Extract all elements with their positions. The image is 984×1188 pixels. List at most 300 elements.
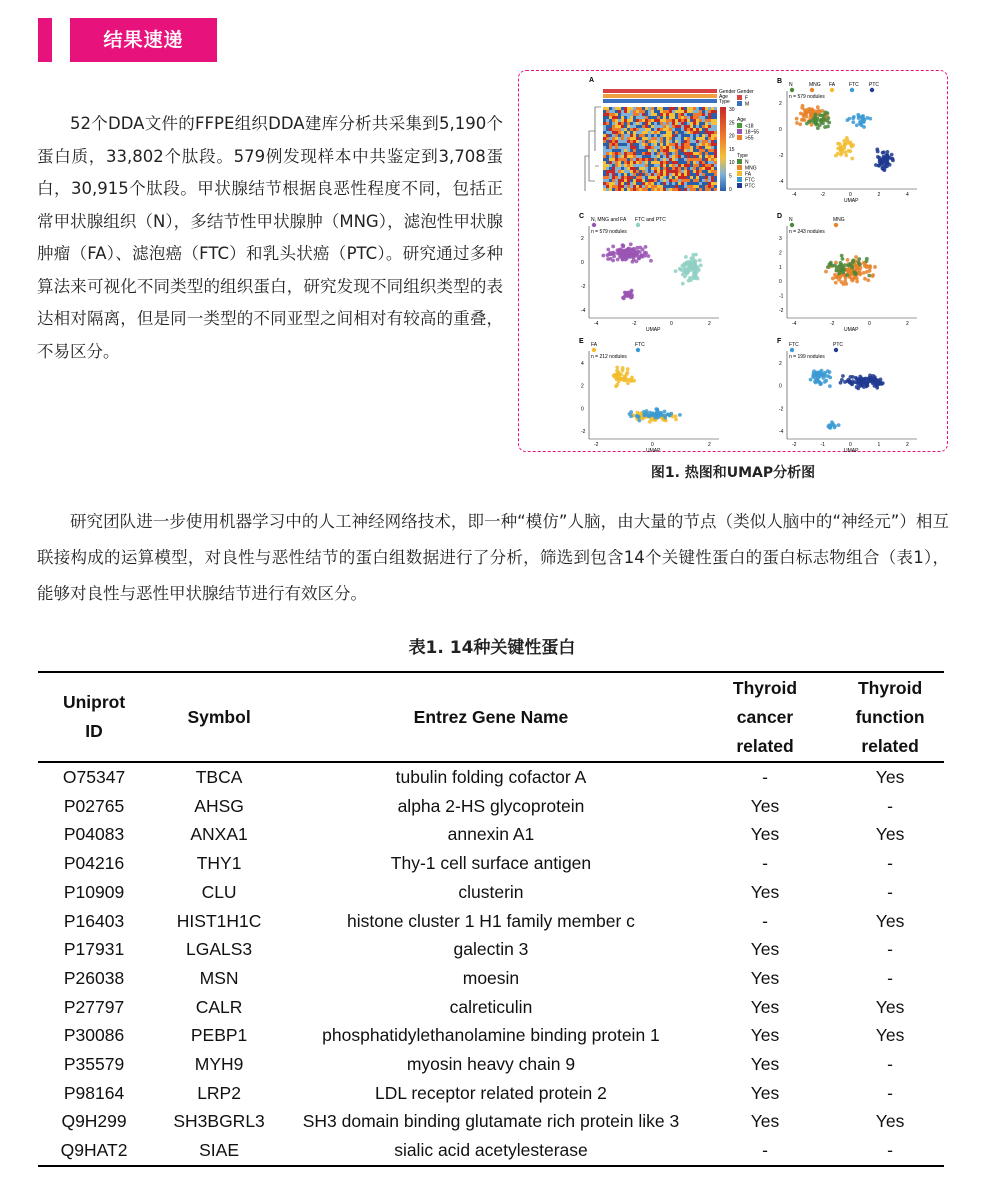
- heatmap-cell: [687, 116, 690, 119]
- heatmap-cell: [699, 146, 702, 149]
- heatmap-cell: [714, 188, 717, 191]
- heatmap-cell: [618, 131, 621, 134]
- heatmap-cell: [696, 179, 699, 182]
- heatmap-cell: [660, 182, 663, 185]
- heatmap-cell: [624, 167, 627, 170]
- heatmap-cell: [672, 107, 675, 110]
- heatmap-cell: [642, 185, 645, 188]
- cell-symbol: CALR: [195, 996, 243, 1017]
- heatmap-cell: [687, 182, 690, 185]
- heatmap-cell: [636, 140, 639, 143]
- cell-gene-name: myosin heavy chain 9: [406, 1054, 576, 1075]
- panel-label: E: [579, 338, 584, 345]
- heatmap-cell: [702, 185, 705, 188]
- heatmap-cell: [660, 134, 663, 137]
- heatmap-cell: [648, 185, 651, 188]
- heatmap-cell: [693, 131, 696, 134]
- umap-point: [606, 253, 610, 257]
- heatmap-cell: [714, 125, 717, 128]
- heatmap-cell: [684, 128, 687, 131]
- heatmap-cell: [618, 119, 621, 122]
- umap-point: [683, 275, 687, 279]
- umap-point: [818, 110, 822, 114]
- heatmap-cell: [666, 140, 669, 143]
- cell-gene-name: SH3 domain binding glutamate rich protein like 3: [302, 1111, 680, 1132]
- heatmap-cell: [636, 134, 639, 137]
- heatmap-cell: [693, 143, 696, 146]
- heatmap-cell: [687, 140, 690, 143]
- heatmap-cell: [606, 158, 609, 161]
- heatmap-cell: [639, 179, 642, 182]
- heatmap-cell: [627, 146, 630, 149]
- heatmap-cell: [651, 137, 654, 140]
- heatmap-cell: [630, 131, 633, 134]
- heatmap-color-scale: [720, 107, 726, 191]
- heatmap-cell: [699, 140, 702, 143]
- cell-symbol: SIAE: [199, 1140, 240, 1161]
- heatmap-cell: [714, 170, 717, 173]
- cell-uniprot-id: P26038: [63, 967, 125, 988]
- heatmap-cell: [672, 173, 675, 176]
- heatmap-cell: [654, 152, 657, 155]
- heatmap-cell: [648, 143, 651, 146]
- umap-point: [837, 423, 841, 427]
- umap-point: [625, 372, 629, 376]
- table-row: [38, 1136, 944, 1166]
- heatmap-cell: [669, 107, 672, 110]
- heatmap-cell: [711, 122, 714, 125]
- umap-point: [863, 277, 867, 281]
- heatmap-cell: [642, 143, 645, 146]
- heatmap-cell: [702, 143, 705, 146]
- heatmap-cell: [708, 128, 711, 131]
- heatmap-cell: [657, 164, 660, 167]
- heatmap-cell: [627, 119, 630, 122]
- umap-point: [629, 290, 633, 294]
- header-symbol: Symbol: [187, 706, 251, 727]
- heatmap-cell: [618, 125, 621, 128]
- heatmap-cell: [621, 122, 624, 125]
- cell-function-related: -: [887, 853, 893, 874]
- heatmap-cell: [708, 164, 711, 167]
- heatmap-cell: [675, 125, 678, 128]
- heatmap-cell: [687, 173, 690, 176]
- cell-gene-name: sialic acid acetylesterase: [394, 1140, 588, 1161]
- heatmap-cell: [675, 161, 678, 164]
- heatmap-cell: [630, 188, 633, 191]
- umap-point: [851, 120, 855, 124]
- heatmap-cell: [702, 188, 705, 191]
- cell-function-related: -: [887, 1140, 893, 1161]
- heatmap-cell: [711, 107, 714, 110]
- heatmap-cell: [636, 116, 639, 119]
- heatmap-cell: [666, 119, 669, 122]
- heatmap-cell: [675, 167, 678, 170]
- heatmap-cell: [678, 119, 681, 122]
- heatmap-cell: [657, 140, 660, 143]
- heatmap-cell: [669, 161, 672, 164]
- heatmap-cell: [657, 158, 660, 161]
- heatmap-cell: [633, 116, 636, 119]
- heatmap-cell: [603, 188, 606, 191]
- legend-label: FTC: [789, 342, 799, 348]
- umap-point: [877, 164, 881, 168]
- heatmap-cell: [708, 113, 711, 116]
- heatmap-cell: [690, 188, 693, 191]
- umap-point: [858, 384, 862, 388]
- cell-symbol: MSN: [199, 967, 239, 988]
- cell-function-related: Yes: [875, 1111, 905, 1132]
- heatmap-cell: [702, 167, 705, 170]
- heatmap-cell: [627, 173, 630, 176]
- heatmap-cell: [609, 173, 612, 176]
- heatmap-cell: [675, 131, 678, 134]
- panelB-umap: [777, 78, 917, 204]
- cell-cancer-related: -: [762, 853, 768, 874]
- legend-label: FTC and PTC: [635, 217, 666, 223]
- umap-point: [611, 259, 615, 263]
- heatmap-cell: [612, 122, 615, 125]
- heatmap-cell: [642, 176, 645, 179]
- heatmap-cell: [672, 158, 675, 161]
- cell-cancer-related: Yes: [750, 1111, 780, 1132]
- heatmap-cell: [714, 122, 717, 125]
- heatmap-cell: [675, 128, 678, 131]
- heatmap-cell: [630, 167, 633, 170]
- heatmap-cell: [648, 167, 651, 170]
- legend-label: PTC: [833, 342, 843, 348]
- body-paragraph-2: 研究团队进一步使用机器学习中的人工神经网络技术，即一种“模仿”人脑，由大量的节点（类似人脑中的“神经元”）相互联接构成的运算模型，对良性与恶性结节的蛋白组数据进行了分析，筛选到包含14个关键性蛋白的蛋白标志物组合（表1），能够对良性与恶性甲状腺结节进行有效区分。: [37, 512, 949, 603]
- heatmap-cell: [702, 152, 705, 155]
- heatmap-cell: [642, 125, 645, 128]
- heatmap-cell: [714, 182, 717, 185]
- umap-point: [843, 144, 847, 148]
- heatmap-cell: [630, 107, 633, 110]
- umap-point: [855, 276, 859, 280]
- heatmap-cell: [678, 158, 681, 161]
- umap-point: [697, 268, 701, 272]
- heatmap-cell: [669, 140, 672, 143]
- heatmap-cell: [636, 185, 639, 188]
- heatmap-cell: [633, 128, 636, 131]
- heatmap-cell: [603, 125, 606, 128]
- heatmap-cell: [675, 185, 678, 188]
- umap-point: [855, 123, 859, 127]
- heatmap-cell: [615, 110, 618, 113]
- heatmap-cell: [648, 182, 651, 185]
- heatmap-cell: [693, 182, 696, 185]
- umap-point: [863, 118, 867, 122]
- umap-point: [826, 116, 830, 120]
- legend-label: N, MNG and FA: [591, 217, 627, 223]
- heatmap-cell: [684, 182, 687, 185]
- heatmap-cell: [648, 161, 651, 164]
- legend-swatch-n: [737, 159, 742, 164]
- cell-function-related: -: [887, 1082, 893, 1103]
- heatmap-cell: [711, 158, 714, 161]
- heatmap-cell: [648, 122, 651, 125]
- cell-symbol: CLU: [201, 881, 237, 902]
- umap-point: [685, 261, 689, 265]
- heatmap-cell: [675, 158, 678, 161]
- umap-point: [846, 269, 850, 273]
- heatmap-cell: [609, 179, 612, 182]
- legend-gender-title: Gender: [737, 89, 754, 95]
- heatmap-cell: [651, 179, 654, 182]
- umap-point: [876, 155, 880, 159]
- heatmap-cell: [621, 113, 624, 116]
- heatmap-cell: [657, 173, 660, 176]
- heatmap-cell: [606, 152, 609, 155]
- heatmap-cell: [666, 173, 669, 176]
- heatmap-cell: [705, 170, 708, 173]
- x-axis-label: UMAP: [844, 198, 859, 204]
- cell-gene-name: annexin A1: [447, 824, 535, 845]
- heatmap-cell: [708, 137, 711, 140]
- x-tick-label: -2: [820, 192, 825, 198]
- heatmap-cell: [660, 149, 663, 152]
- umap-point: [616, 251, 620, 255]
- heatmap-cell: [642, 155, 645, 158]
- heatmap-cell: [666, 134, 669, 137]
- heatmap-cell: [615, 140, 618, 143]
- heatmap-cell: [666, 128, 669, 131]
- legend-swatch-ftc: [737, 177, 742, 182]
- heatmap-cell: [615, 173, 618, 176]
- heatmap-cell: [660, 146, 663, 149]
- heatmap-cell: [690, 179, 693, 182]
- heatmap-cell: [630, 125, 633, 128]
- heatmap-cell: [666, 113, 669, 116]
- heatmap-cell: [636, 113, 639, 116]
- legend-label: N: [789, 82, 793, 88]
- umap-point: [635, 259, 639, 263]
- heatmap-cell: [648, 173, 651, 176]
- heatmap-cell: [651, 125, 654, 128]
- heatmap-cell: [666, 137, 669, 140]
- umap-point: [836, 142, 840, 146]
- x-tick-label: -4: [594, 321, 599, 327]
- heatmap-cell: [663, 152, 666, 155]
- legend-label: FTC: [635, 342, 645, 348]
- heatmap-cell: [645, 152, 648, 155]
- umap-point: [820, 120, 824, 124]
- heatmap-cell: [669, 149, 672, 152]
- heatmap-cell: [639, 125, 642, 128]
- heatmap-cell: [636, 110, 639, 113]
- heatmap-cell: [693, 179, 696, 182]
- heatmap-cell: [660, 167, 663, 170]
- panel-a-row-label-age: Age: [719, 94, 728, 100]
- heatmap-cell: [624, 110, 627, 113]
- heatmap-cell: [606, 125, 609, 128]
- heatmap-cell: [687, 164, 690, 167]
- heatmap-cell: [636, 122, 639, 125]
- heatmap-cell: [615, 113, 618, 116]
- heatmap-cell: [690, 167, 693, 170]
- heatmap-cell: [627, 107, 630, 110]
- heatmap-cell: [654, 116, 657, 119]
- umap-point: [645, 409, 649, 413]
- heatmap-scale-tick: 30: [729, 107, 735, 113]
- umap-point: [839, 381, 843, 385]
- heatmap-cell: [699, 113, 702, 116]
- heatmap-cell: [711, 137, 714, 140]
- umap-point: [824, 379, 828, 383]
- heatmap-cell: [609, 128, 612, 131]
- y-tick-label: -4: [581, 308, 586, 314]
- heatmap-cell: [603, 131, 606, 134]
- heatmap-cell: [609, 107, 612, 110]
- heatmap-cell: [684, 146, 687, 149]
- heatmap-cell: [684, 179, 687, 182]
- heatmap-cell: [681, 125, 684, 128]
- cell-cancer-related: -: [762, 767, 768, 787]
- legend-swatch-age1: [737, 123, 742, 128]
- heatmap-cell: [603, 107, 606, 110]
- heatmap-cell: [606, 161, 609, 164]
- umap-point: [816, 105, 820, 109]
- heatmap-cell: [624, 188, 627, 191]
- heatmap-cell: [690, 170, 693, 173]
- heatmap-cell: [606, 149, 609, 152]
- heatmap-cell: [705, 152, 708, 155]
- panel-a-legend: [737, 89, 759, 190]
- heatmap-cell: [654, 188, 657, 191]
- heatmap-cell: [624, 113, 627, 116]
- heatmap-cell: [624, 122, 627, 125]
- heatmap-cell: [708, 131, 711, 134]
- heatmap-cell: [690, 182, 693, 185]
- heatmap-cell: [690, 149, 693, 152]
- heatmap-cell: [645, 164, 648, 167]
- heatmap-cell: [711, 155, 714, 158]
- heatmap-cell: [642, 107, 645, 110]
- heatmap-cell: [642, 152, 645, 155]
- heatmap-cell: [606, 131, 609, 134]
- heatmap-cell: [681, 164, 684, 167]
- heatmap-cell: [693, 119, 696, 122]
- heatmap-cell: [681, 170, 684, 173]
- heatmap-cell: [621, 164, 624, 167]
- umap-point: [826, 265, 830, 269]
- heatmap-cell: [678, 134, 681, 137]
- heatmap-cell: [606, 134, 609, 137]
- heatmap-cell: [708, 188, 711, 191]
- umap-point: [845, 136, 849, 140]
- umap-point: [847, 149, 851, 153]
- heatmap-dendrogram: [585, 107, 601, 191]
- heatmap-cell: [705, 107, 708, 110]
- heatmap-cell: [654, 149, 657, 152]
- key-protein-table: [38, 671, 944, 1167]
- heatmap-cell: [651, 155, 654, 158]
- heatmap-cell: [705, 131, 708, 134]
- heatmap-cell: [696, 185, 699, 188]
- heatmap-cell: [651, 116, 654, 119]
- heatmap-cell: [627, 185, 630, 188]
- heatmap-cell: [672, 188, 675, 191]
- umap-point: [839, 263, 843, 267]
- heatmap-cell: [687, 185, 690, 188]
- heatmap-cell: [675, 155, 678, 158]
- heatmap-cell: [615, 155, 618, 158]
- cell-symbol: SH3BGRL3: [173, 1111, 265, 1132]
- umap-point: [882, 150, 886, 154]
- heatmap-cell: [624, 161, 627, 164]
- heatmap-cell: [606, 164, 609, 167]
- heatmap-cell: [687, 188, 690, 191]
- umap-point: [667, 412, 671, 416]
- heatmap-cell: [651, 131, 654, 134]
- heatmap-cell: [639, 170, 642, 173]
- heatmap-cell: [669, 122, 672, 125]
- heatmap-cell: [645, 107, 648, 110]
- heatmap-cell: [657, 128, 660, 131]
- heatmap-cell: [708, 152, 711, 155]
- heatmap-cell: [606, 119, 609, 122]
- umap-point: [807, 120, 811, 124]
- heatmap-cell: [609, 125, 612, 128]
- umap-point: [606, 248, 610, 252]
- heatmap-cell: [645, 176, 648, 179]
- table-row: [38, 1107, 944, 1136]
- umap-point: [629, 242, 633, 246]
- heatmap-cell: [684, 167, 687, 170]
- cell-uniprot-id: O75347: [62, 767, 126, 787]
- heatmap-cell: [714, 158, 717, 161]
- cell-cancer-related: Yes: [750, 996, 780, 1017]
- heatmap-cell: [672, 140, 675, 143]
- heatmap-cell: [705, 113, 708, 116]
- heatmap-scale-tick: 0: [729, 186, 732, 193]
- heatmap-cell: [612, 131, 615, 134]
- heatmap-cell: [627, 164, 630, 167]
- heatmap-cell: [654, 164, 657, 167]
- heatmap-cell: [615, 131, 618, 134]
- cell-gene-name: alpha 2-HS glycoprotein: [397, 795, 585, 816]
- heatmap-cell: [612, 146, 615, 149]
- umap-point: [629, 378, 633, 382]
- table-row: [38, 820, 944, 849]
- x-tick-label: -2: [632, 321, 637, 327]
- heatmap-cell: [660, 188, 663, 191]
- heatmap-cell: [711, 149, 714, 152]
- heatmap-cell: [657, 137, 660, 140]
- legend-label-age2: 18~55: [745, 129, 760, 136]
- heatmap-cell: [651, 158, 654, 161]
- header-uniprot-id-line2: ID: [85, 721, 103, 741]
- heatmap-cell: [699, 137, 702, 140]
- heatmap-cell: [639, 113, 642, 116]
- heatmap-cell: [639, 122, 642, 125]
- n-nodules-label: n = 199 nodules: [789, 354, 825, 360]
- heatmap-cell: [702, 110, 705, 113]
- heatmap-cell: [612, 167, 615, 170]
- heatmap-cell: [648, 113, 651, 116]
- heatmap-cell: [648, 137, 651, 140]
- umap-point: [684, 255, 688, 259]
- heatmap-cell: [684, 176, 687, 179]
- heatmap-cell: [687, 113, 690, 116]
- umap-point: [840, 254, 844, 258]
- heatmap-scale-tick: 20: [729, 133, 735, 140]
- heatmap-cell: [705, 155, 708, 158]
- heatmap-cell: [642, 188, 645, 191]
- cell-uniprot-id: P17931: [63, 939, 125, 960]
- heatmap-cell: [651, 164, 654, 167]
- heatmap-cell: [696, 119, 699, 122]
